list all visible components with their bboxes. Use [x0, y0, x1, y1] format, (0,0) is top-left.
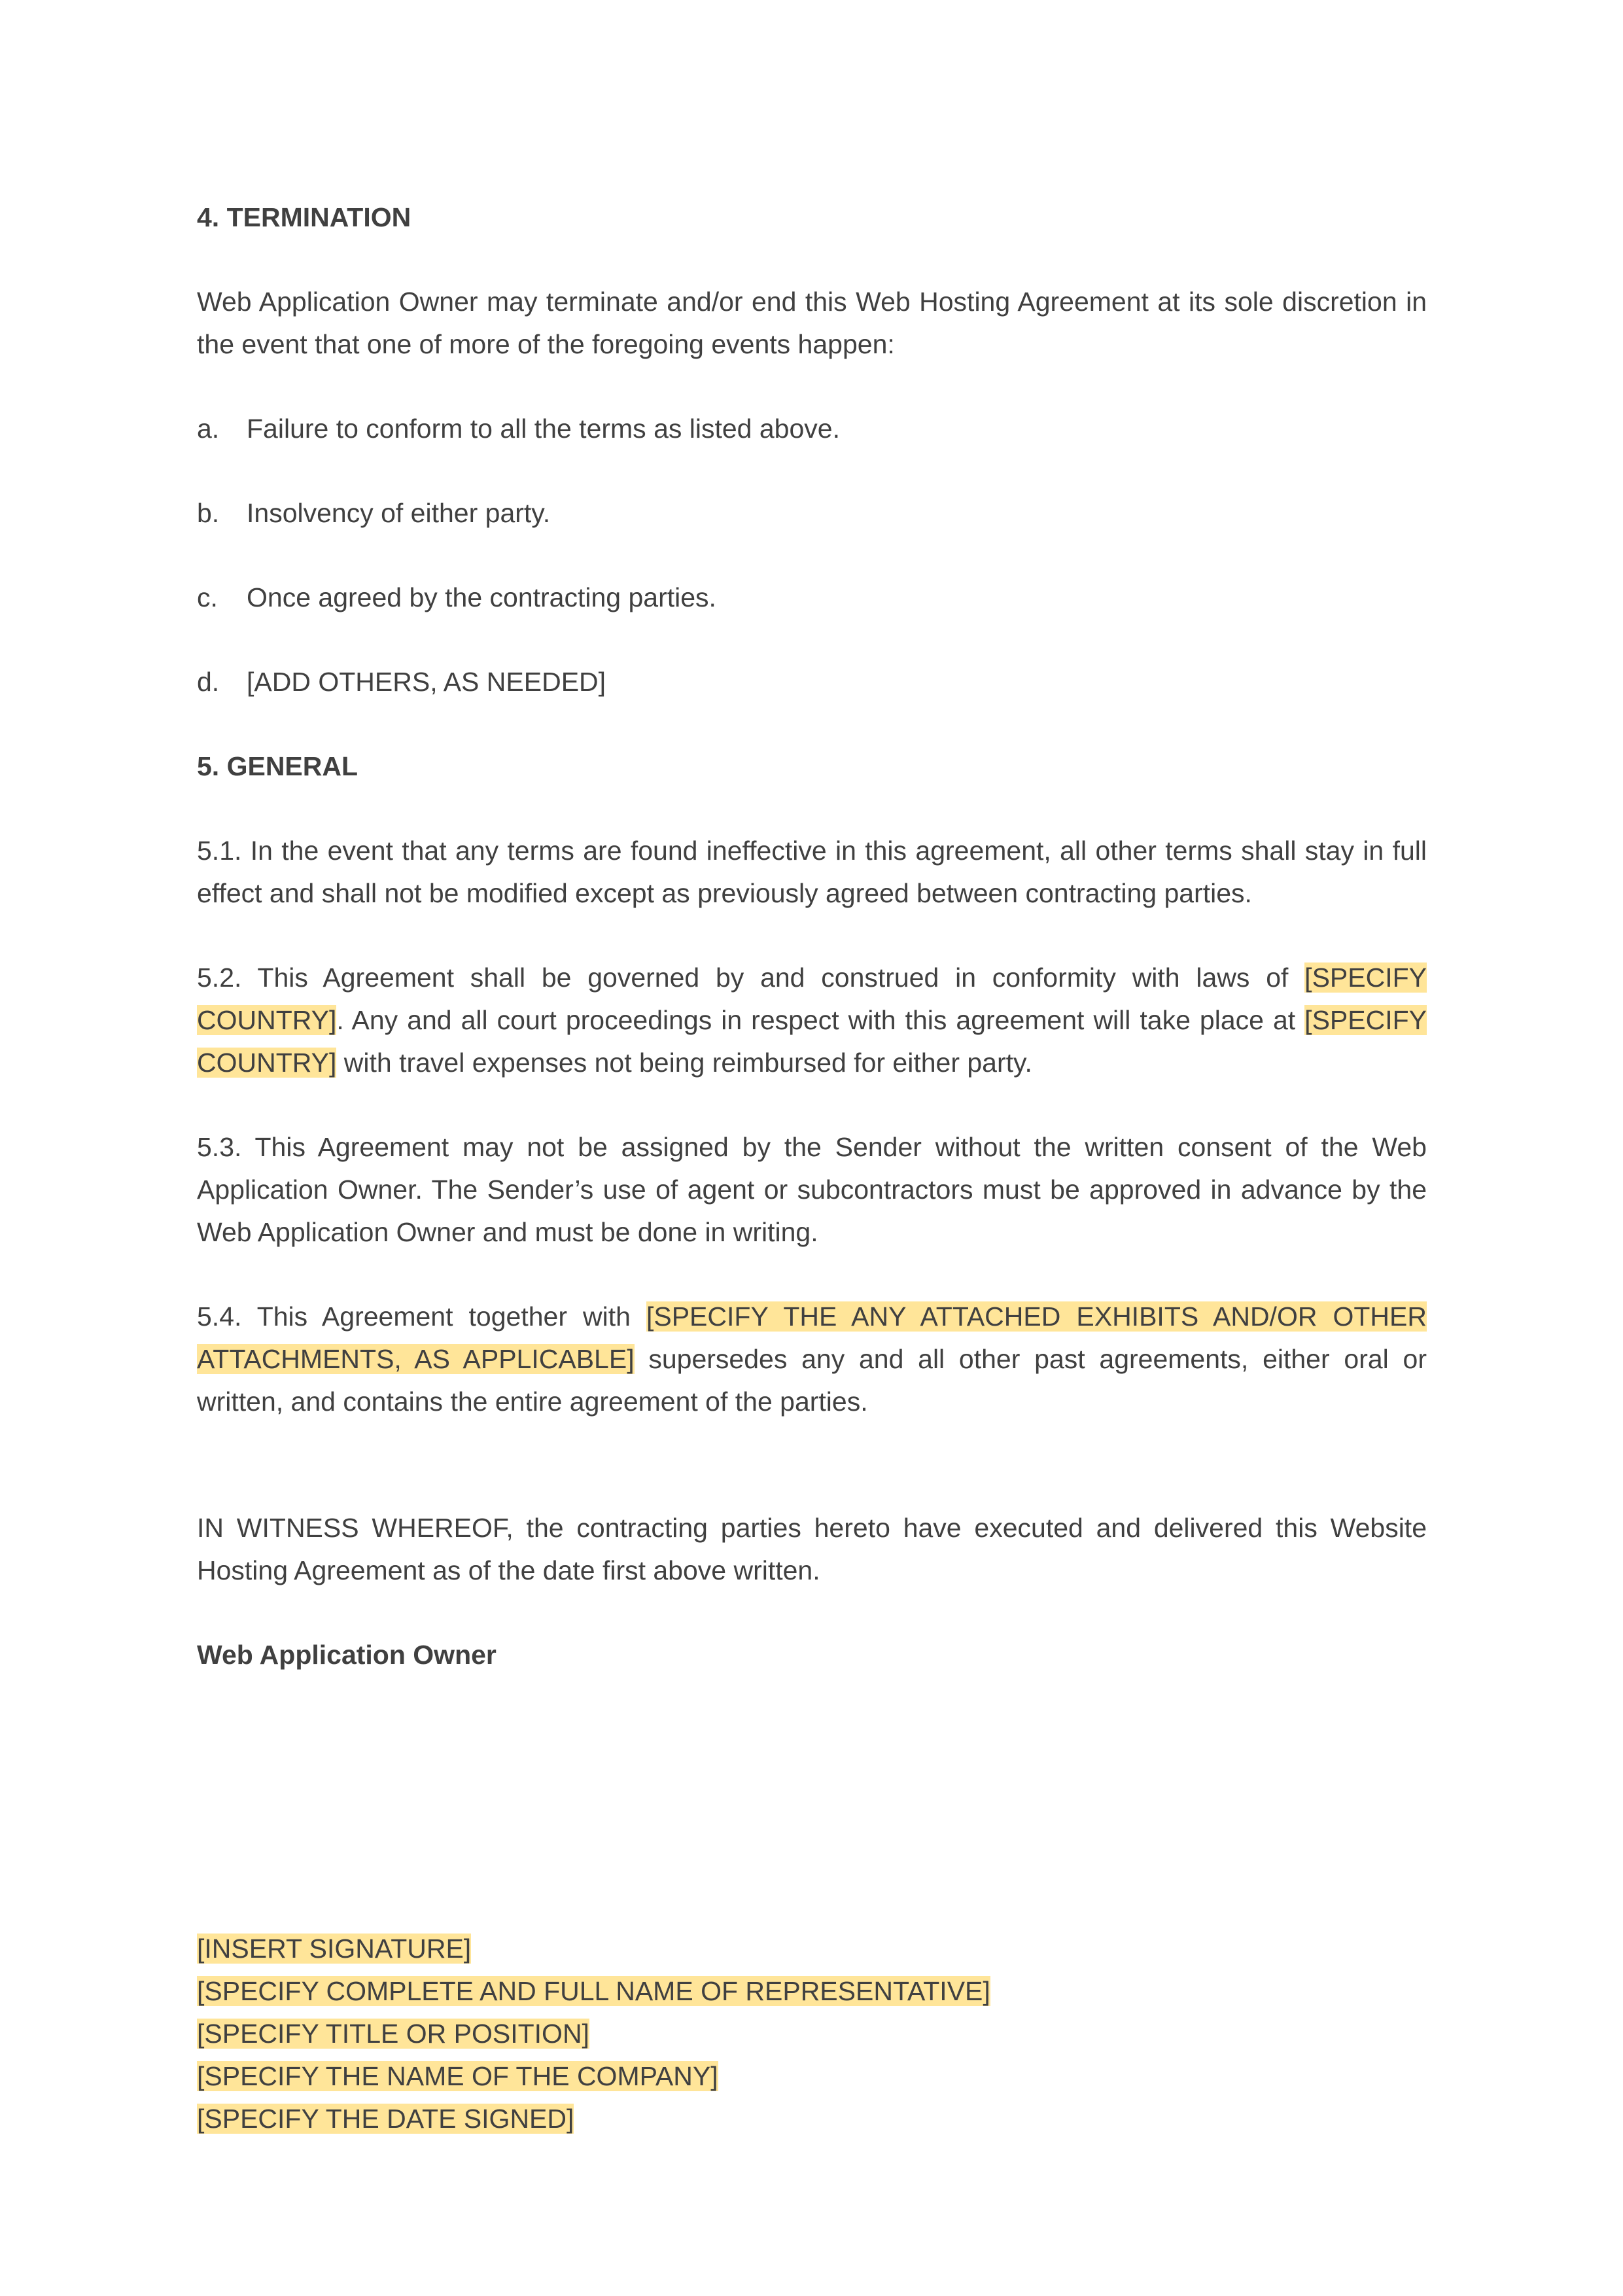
signature-space [197, 1718, 1427, 1928]
clause-text: supersedes any and all other past agreements, either oral or written, and contains the entire agreement of the parties. [197, 1344, 1427, 1417]
list-marker: b. [197, 498, 220, 528]
section-heading-general: 5. GENERAL [197, 751, 358, 781]
date-line [197, 2098, 1427, 2140]
list-item-text: Insolvency of either party. [247, 498, 551, 528]
list-item [197, 408, 1427, 450]
company-line [197, 2055, 1427, 2098]
clause-text: . Any and all court proceedings in respect with this agreement will take place at [336, 1005, 1305, 1035]
list-item [197, 492, 1427, 535]
clause-5-1: 5.1. In the event that any terms are found ineffective in this agreement, all other terms shall stay in full effect and shall not be modified except as previously agreed between contracting parties. [197, 836, 1427, 908]
placeholder-highlight: [SPECIFY COUNTRY] [197, 963, 1427, 1035]
list-item-text: [ADD OTHERS, AS NEEDED] [247, 667, 606, 697]
signature-block [197, 1928, 1427, 2140]
list-marker: a. [197, 414, 220, 444]
clause-5-2 [197, 957, 1427, 1084]
list-item [197, 576, 1427, 619]
placeholder-highlight: [SPECIFY THE ANY ATTACHED EXHIBITS AND/OR OTHER ATTACHMENTS, AS APPLICABLE] [197, 1301, 1427, 1374]
placeholder-highlight: [INSERT SIGNATURE] [197, 1934, 472, 1964]
document-body [197, 196, 1427, 2140]
clause-text: 5.2. This Agreement shall be governed by and construed in conformity with laws of [197, 963, 1305, 993]
signatory-heading: Web Application Owner [197, 1640, 497, 1670]
list-item-text: Once agreed by the contracting parties. [247, 582, 716, 612]
placeholder-highlight: [SPECIFY COMPLETE AND FULL NAME OF REPRESENTATIVE] [197, 1976, 990, 2006]
witness-statement: IN WITNESS WHEREOF, the contracting parties hereto have executed and delivered this Website Hosting Agreement as of the date first above written. [197, 1513, 1427, 1585]
signature-line [197, 1928, 1427, 1970]
clause-5-4 [197, 1296, 1427, 1423]
placeholder-highlight: [SPECIFY THE NAME OF THE COMPANY] [197, 2061, 718, 2091]
clause-5-3: 5.3. This Agreement may not be assigned by the Sender without the written consent of the Web Application Owner. The Sender’s use of agent or subcontractors must be approved in advance by the Web Application Owner and must be done in writing. [197, 1132, 1427, 1247]
termination-intro: Web Application Owner may terminate and/or end this Web Hosting Agreement at its sole discretion in the event that one of more of the foregoing events happen: [197, 287, 1427, 359]
representative-name-line [197, 1970, 1427, 2013]
clause-text: 5.4. This Agreement together with [197, 1301, 646, 1332]
title-line [197, 2013, 1427, 2055]
section-heading-termination: 4. TERMINATION [197, 202, 411, 232]
clause-text: with travel expenses not being reimbursed for either party. [336, 1048, 1032, 1078]
spacer [197, 1465, 1427, 1507]
placeholder-highlight: [SPECIFY TITLE OR POSITION] [197, 2019, 589, 2049]
list-marker: d. [197, 667, 220, 697]
list-marker: c. [197, 582, 218, 612]
list-item-text: Failure to conform to all the terms as listed above. [247, 414, 840, 444]
list-item [197, 661, 1427, 703]
placeholder-highlight: [SPECIFY COUNTRY] [197, 1005, 1427, 1078]
placeholder-highlight: [SPECIFY THE DATE SIGNED] [197, 2104, 574, 2134]
